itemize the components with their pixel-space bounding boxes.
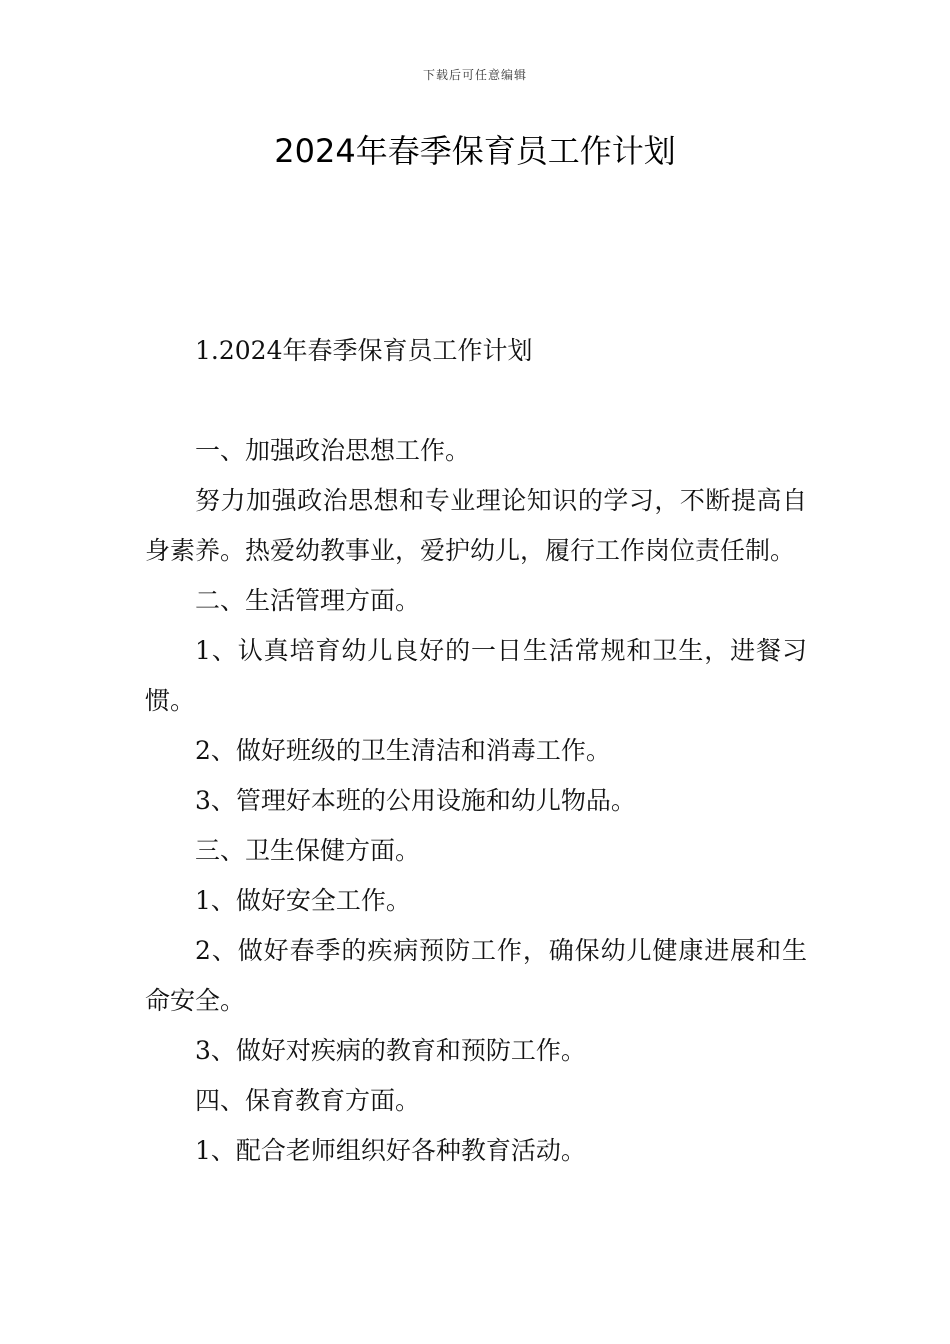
header-note: 下载后可任意编辑 xyxy=(422,68,527,82)
paragraph-political-work: 努力加强政治思想和专业理论知识的学习，不断提高自身素养。热爱幼教事业，爱护幼儿，履行工作岗位责任制。 xyxy=(145,486,807,565)
list-item: 2、做好班级的卫生清洁和消毒工作。 xyxy=(195,736,611,765)
heading-political-work: 一、加强政治思想工作。 xyxy=(195,436,471,465)
heading-life-management: 二、生活管理方面。 xyxy=(195,586,421,615)
list-item: 1、配合老师组织好各种教育活动。 xyxy=(195,1136,586,1165)
list-item: 1、认真培育幼儿良好的一日生活常规和卫生，进餐习惯。 xyxy=(145,636,807,715)
heading-nursery-education: 四、保育教育方面。 xyxy=(195,1086,421,1115)
list-item: 2、做好春季的疾病预防工作，确保幼儿健康进展和生命安全。 xyxy=(145,936,807,1015)
document-title: 2024年春季保育员工作计划 xyxy=(274,132,676,170)
list-item: 3、做好对疾病的教育和预防工作。 xyxy=(195,1036,586,1065)
list-item: 1、做好安全工作。 xyxy=(195,886,411,915)
list-item: 3、管理好本班的公用设施和幼儿物品。 xyxy=(195,786,636,815)
document-body xyxy=(145,326,807,1176)
section-subtitle: 1.2024年春季保育员工作计划 xyxy=(195,336,533,365)
heading-health-care: 三、卫生保健方面。 xyxy=(195,836,421,865)
